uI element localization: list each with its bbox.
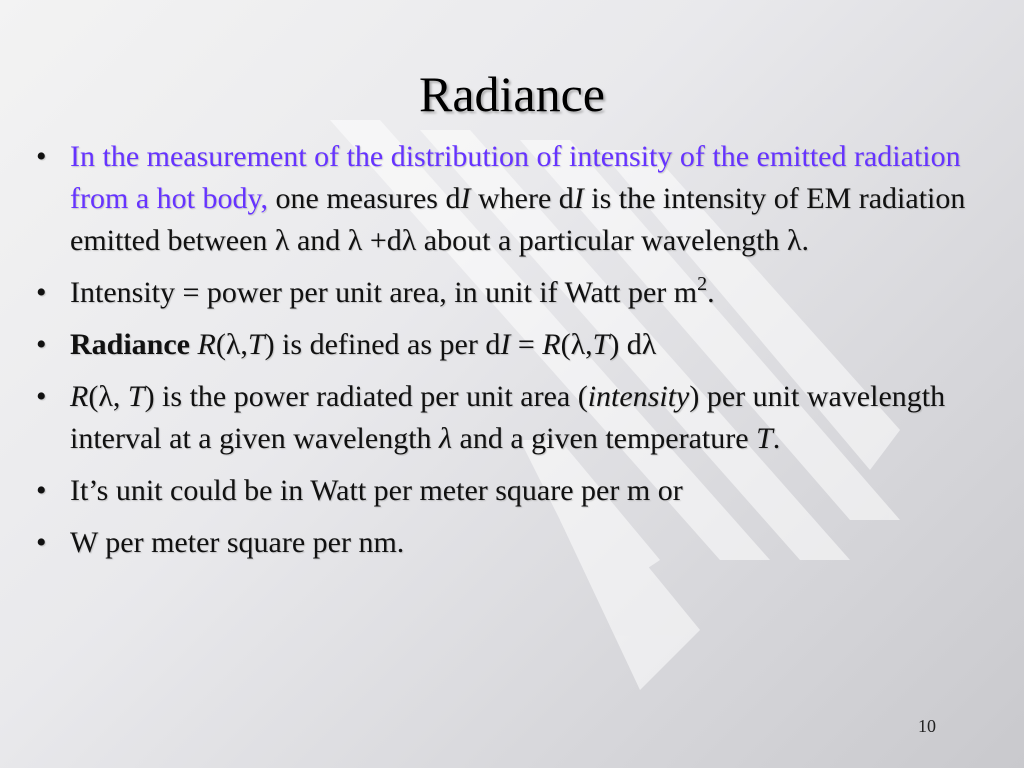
text-run: ) is defined as per d [264, 328, 501, 361]
bullet-item-4 [30, 376, 990, 460]
bullet-item-6 [30, 522, 990, 564]
page-number: 10 [918, 716, 936, 736]
bullet-list [30, 136, 990, 574]
text-run: W per meter square per nm. [70, 526, 405, 559]
text-run: (λ, [560, 328, 593, 361]
symbol-R: R [70, 380, 89, 413]
text-run: Intensity = power per unit area, in unit if Watt per m [70, 276, 698, 309]
bullet-marker: • [36, 140, 47, 173]
text-run: . [707, 276, 715, 309]
text-run: ) is the power radiated per unit area ( [144, 380, 588, 413]
slide-title: Radiance [418, 66, 605, 122]
text-run: where d [470, 182, 574, 215]
bullet-marker: • [36, 474, 47, 507]
symbol-T: T [127, 380, 145, 413]
text-run: . [772, 422, 781, 455]
text-run: and a given temperature [452, 422, 757, 455]
text-run: (λ, [88, 380, 128, 413]
text-run: = [510, 328, 543, 361]
bullet-marker: • [36, 380, 47, 413]
bullet-marker: • [36, 328, 47, 361]
highlighted-text: In the measurement of the distribution of intensity of the emitted radiation from a hot body, [70, 140, 961, 215]
bullet-item-2 [30, 272, 990, 314]
text-run: one measures d [268, 182, 461, 215]
text-run: ) dλ [609, 328, 657, 361]
text-run: (λ, [215, 328, 248, 361]
symbol-R: R [542, 328, 561, 361]
bullet-item-1 [30, 136, 990, 262]
bullet-item-3 [30, 324, 990, 366]
symbol-T: T [592, 328, 610, 361]
bullet-marker: • [36, 526, 47, 559]
symbol-I: I [500, 328, 511, 361]
symbol-I: I [573, 182, 584, 215]
bullet-item-5 [30, 470, 990, 512]
text-run: It’s unit could be in Watt per meter square per m or [70, 474, 683, 507]
text-run: is the intensity of EM radiation emitted between λ and λ +dλ about a particular wavelength λ. [70, 182, 966, 257]
symbol-lambda: λ [439, 422, 453, 455]
superscript: 2 [697, 273, 708, 295]
symbol-T: T [756, 422, 773, 455]
symbol-R: R [190, 328, 216, 361]
symbol-I: I [460, 182, 471, 215]
symbol-T: T [247, 328, 265, 361]
bold-term: Radiance [70, 328, 190, 361]
bullet-marker: • [36, 276, 47, 309]
text-run: ) per unit wavelength interval at a given wavelength [70, 380, 946, 455]
italic-term: intensity [587, 380, 690, 413]
